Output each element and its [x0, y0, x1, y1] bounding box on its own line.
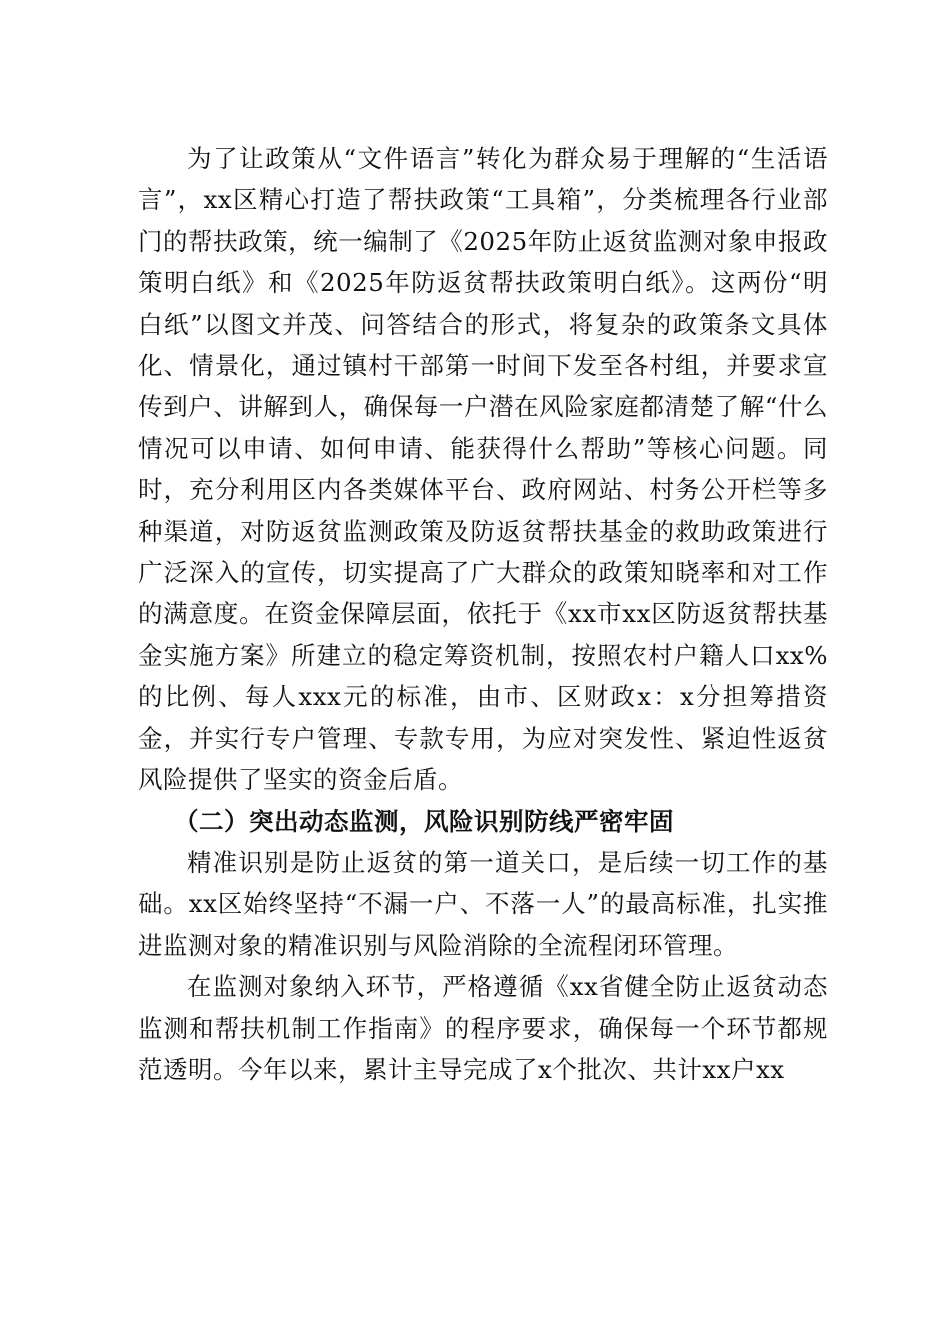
document-body: [138, 138, 828, 1090]
paragraph-precise-identification: 精准识别是防止返贫的第一道关口，是后续一切工作的基础。xx区始终坚持“不漏一户、不落一人”的最高标准，扎实推进监测对象的精准识别与风险消除的全流程闭环管理。: [138, 847, 828, 960]
paragraph-policy-toolbox: 为了让政策从“文件语言”转化为群众易于理解的“生活语言”，xx区精心打造了帮扶政策“工具箱”，分类梳理各行业部门的帮扶政策，统一编制了《2025年防止返贫监测对象申报政策明白纸》和《2025年防返贫帮扶政策明白纸》。这两份“明白纸”以图文并茂、问答结合的形式，将复杂的政策条文具体化、情景化，通过镇村干部第一时间下发至各村组，并要求宣传到户、讲解到人，确保每一户潜在风险家庭都清楚了解“什么情况可以申请、如何申请、能获得什么帮助”等核心问题。同时，充分利用区内各类媒体平台、政府网站、村务公开栏等多种渠道，对防返贫监测政策及防返贫帮扶基金的救助政策进行广泛深入的宣传，切实提高了广大群众的政策知晓率和对工作的满意度。在资金保障层面，依托于《xx市xx区防返贫帮扶基金实施方案》所建立的稳定筹资机制，按照农村户籍人口xx%的比例、每人xxx元的标准，由市、区财政x：x分担筹措资金，并实行专户管理、专款专用，为应对突发性、紧迫性返贫风险提供了坚实的资金后盾。: [138, 144, 828, 795]
section-heading-dynamic-monitoring: （二）突出动态监测，风险识别防线严密牢固: [174, 806, 674, 836]
paragraph-monitoring-inclusion: 在监测对象纳入环节，严格遵循《xx省健全防止返贫动态监测和帮扶机制工作指南》的程序要求，确保每一个环节都规范透明。今年以来，累计主导完成了x个批次、共计xx户xx: [138, 972, 828, 1084]
